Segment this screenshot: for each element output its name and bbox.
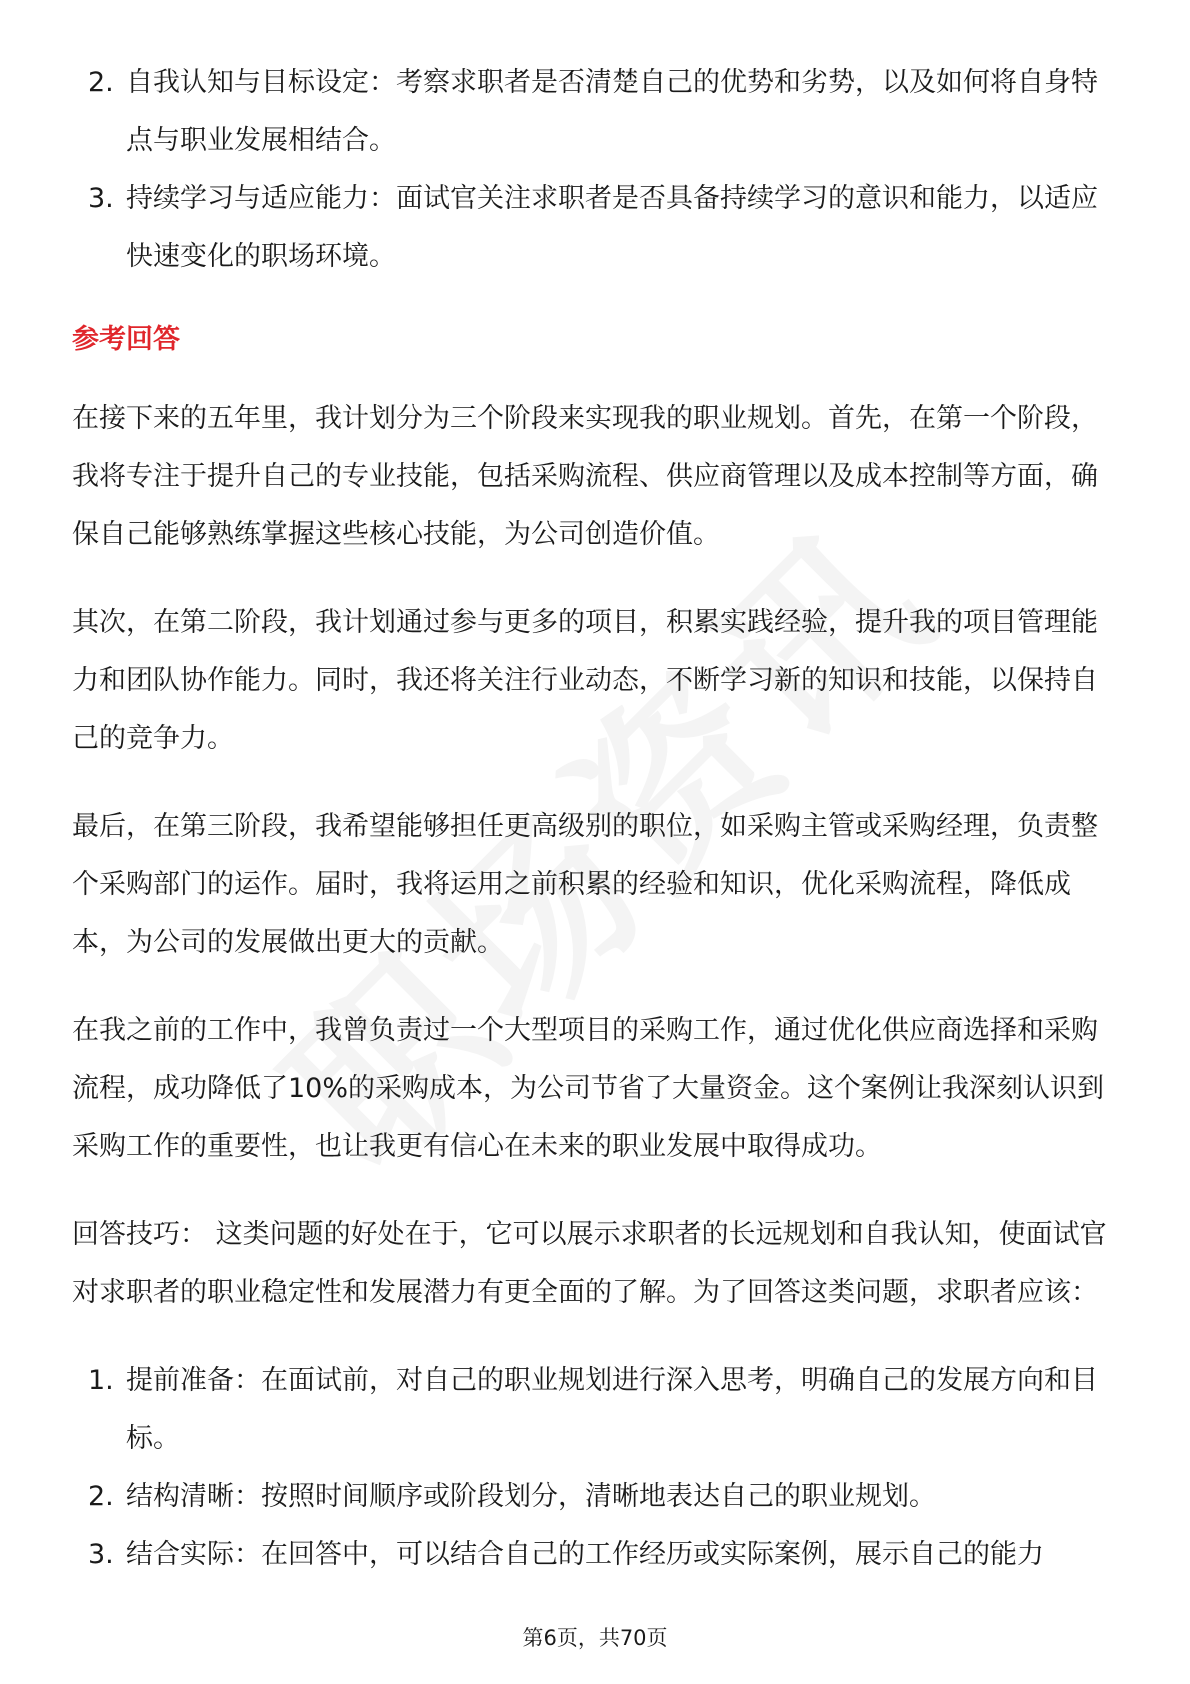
- answer-paragraph: 其次，在第二阶段，我计划通过参与更多的项目，积累实践经验，提升我的项目管理能力和团队协作能力。同时，我还将关注行业动态，不断学习新的知识和技能，以保持自己的竞争力。: [72, 607, 1098, 754]
- list-number: 3.: [88, 1539, 114, 1570]
- list-item: [72, 1352, 1122, 1468]
- page-content: [72, 54, 1122, 1584]
- list-item: [72, 54, 1122, 170]
- section-title: 参考回答: [72, 324, 180, 355]
- list-item: [72, 1468, 1122, 1526]
- list-text: 提前准备：在面试前，对自己的职业规划进行深入思考，明确自己的发展方向和目标。: [126, 1365, 1098, 1454]
- answer-paragraph: 在我之前的工作中，我曾负责过一个大型项目的采购工作，通过优化供应商选择和采购流程，成功降低了10%的采购成本，为公司节省了大量资金。这个案例让我深刻认识到采购工作的重要性，也让我更有信心在未来的职业发展中取得成功。: [72, 1015, 1105, 1162]
- answer-paragraph: 最后，在第三阶段，我希望能够担任更高级别的职位，如采购主管或采购经理，负责整个采购部门的运作。届时，我将运用之前积累的经验和知识，优化采购流程，降低成本，为公司的发展做出更大的贡献。: [72, 811, 1098, 958]
- page-footer: 第6页，共70页: [522, 1626, 668, 1650]
- list-number: 2.: [88, 67, 114, 98]
- answer-paragraph: 在接下来的五年里，我计划分为三个阶段来实现我的职业规划。首先，在第一个阶段，我将专注于提升自己的专业技能，包括采购流程、供应商管理以及成本控制等方面，确保自己能够熟练掌握这些核心技能，为公司创造价值。: [72, 403, 1098, 550]
- criteria-list: [72, 54, 1122, 286]
- list-number: 1.: [88, 1365, 114, 1396]
- tips-paragraph: 回答技巧： 这类问题的好处在于，它可以展示求职者的长远规划和自我认知，使面试官对求职者的职业稳定性和发展潜力有更全面的了解。为了回答这类问题，求职者应该：: [72, 1219, 1107, 1308]
- list-item: [72, 170, 1122, 286]
- list-text: 结构清晰：按照时间顺序或阶段划分，清晰地表达自己的职业规划。: [126, 1481, 936, 1512]
- list-number: 2.: [88, 1481, 114, 1512]
- list-text: 自我认知与目标设定：考察求职者是否清楚自己的优势和劣势，以及如何将自身特点与职业发展相结合。: [126, 67, 1098, 156]
- list-item: [72, 1526, 1122, 1584]
- list-number: 3.: [88, 183, 114, 214]
- tips-list: [72, 1352, 1122, 1584]
- list-text: 结合实际：在回答中，可以结合自己的工作经历或实际案例，展示自己的能力: [126, 1539, 1044, 1570]
- list-text: 持续学习与适应能力：面试官关注求职者是否具备持续学习的意识和能力，以适应快速变化的职场环境。: [126, 183, 1098, 272]
